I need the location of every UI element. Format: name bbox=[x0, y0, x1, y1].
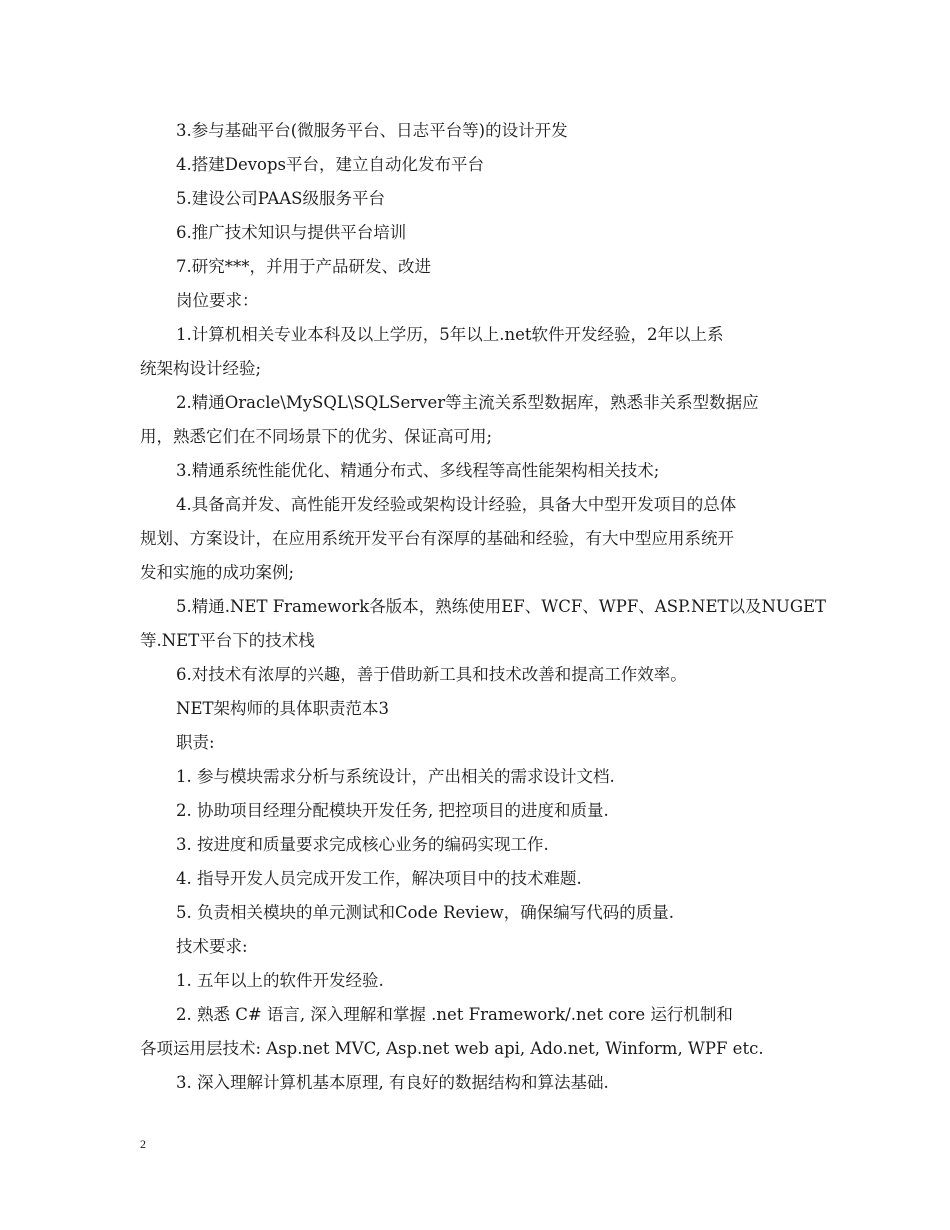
paragraph-line: 2. 熟悉 C# 语言, 深入理解和掌握 .net Framework/.net core 运行机制和 bbox=[176, 1005, 733, 1024]
paragraph-line: 规划、方案设计，在应用系统开发平台有深厚的基础和经验，有大中型应用系统开 bbox=[140, 529, 734, 548]
paragraph-line: 1.计算机相关专业本科及以上学历，5年以上.net软件开发经验，2年以上系 bbox=[176, 325, 724, 344]
paragraph-line: 3. 深入理解计算机基本原理, 有良好的数据结构和算法基础. bbox=[176, 1073, 609, 1092]
paragraph-line: 4.具备高并发、高性能开发经验或架构设计经验，具备大中型开发项目的总体 bbox=[176, 495, 737, 514]
paragraph-line: 统架构设计经验; bbox=[140, 359, 262, 378]
section-heading: 岗位要求： bbox=[176, 291, 259, 310]
paragraph-line: 3.精通系统性能优化、精通分布式、多线程等高性能架构相关技术; bbox=[176, 461, 660, 480]
paragraph-line: 5.精通.NET Framework各版本，熟练使用EF、WCF、WPF、ASP.NET以及NUGET bbox=[176, 597, 827, 616]
section-heading: 职责: bbox=[176, 733, 215, 752]
paragraph-line: 2. 协助项目经理分配模块开发任务, 把控项目的进度和质量. bbox=[176, 801, 609, 820]
paragraph-line: 1. 五年以上的软件开发经验. bbox=[176, 971, 384, 990]
paragraph-line: 2.精通Oracle\MySQL\SQLServer等主流关系型数据库，熟悉非关系型数据应 bbox=[176, 393, 759, 412]
section-heading: 技术要求: bbox=[176, 937, 248, 956]
paragraph-line: 4. 指导开发人员完成开发工作，解决项目中的技术难题. bbox=[176, 869, 582, 888]
paragraph-line: 4.搭建Devops平台，建立自动化发布平台 bbox=[176, 155, 485, 174]
document-body bbox=[140, 114, 827, 1100]
paragraph-line: 等.NET平台下的技术栈 bbox=[140, 631, 315, 650]
paragraph-line: 5. 负责相关模块的单元测试和Code Review，确保编写代码的质量. bbox=[176, 903, 675, 922]
page-number: 2 bbox=[140, 1137, 146, 1151]
paragraph-line: 各项运用层技术: Asp.net MVC, Asp.net web api, Ado.net, Winform, WPF etc. bbox=[140, 1039, 764, 1058]
paragraph-line: 5.建设公司PAAS级服务平台 bbox=[176, 189, 385, 208]
paragraph-line: 发和实施的成功案例; bbox=[140, 563, 295, 582]
paragraph-line: 用，熟悉它们在不同场景下的优劣、保证高可用; bbox=[140, 427, 493, 446]
paragraph-line: 6.推广技术知识与提供平台培训 bbox=[176, 223, 407, 242]
paragraph-line: 1. 参与模块需求分析与系统设计，产出相关的需求设计文档. bbox=[176, 767, 615, 786]
paragraph-line: 3. 按进度和质量要求完成核心业务的编码实现工作. bbox=[176, 835, 549, 854]
paragraph-line: 6.对技术有浓厚的兴趣，善于借助新工具和技术改善和提高工作效率。 bbox=[176, 665, 687, 684]
paragraph-line: 3.参与基础平台(微服务平台、日志平台等)的设计开发 bbox=[176, 121, 568, 140]
paragraph-line: 7.研究***，并用于产品研发、改进 bbox=[176, 257, 431, 276]
section-heading: NET架构师的具体职责范本3 bbox=[176, 699, 389, 718]
